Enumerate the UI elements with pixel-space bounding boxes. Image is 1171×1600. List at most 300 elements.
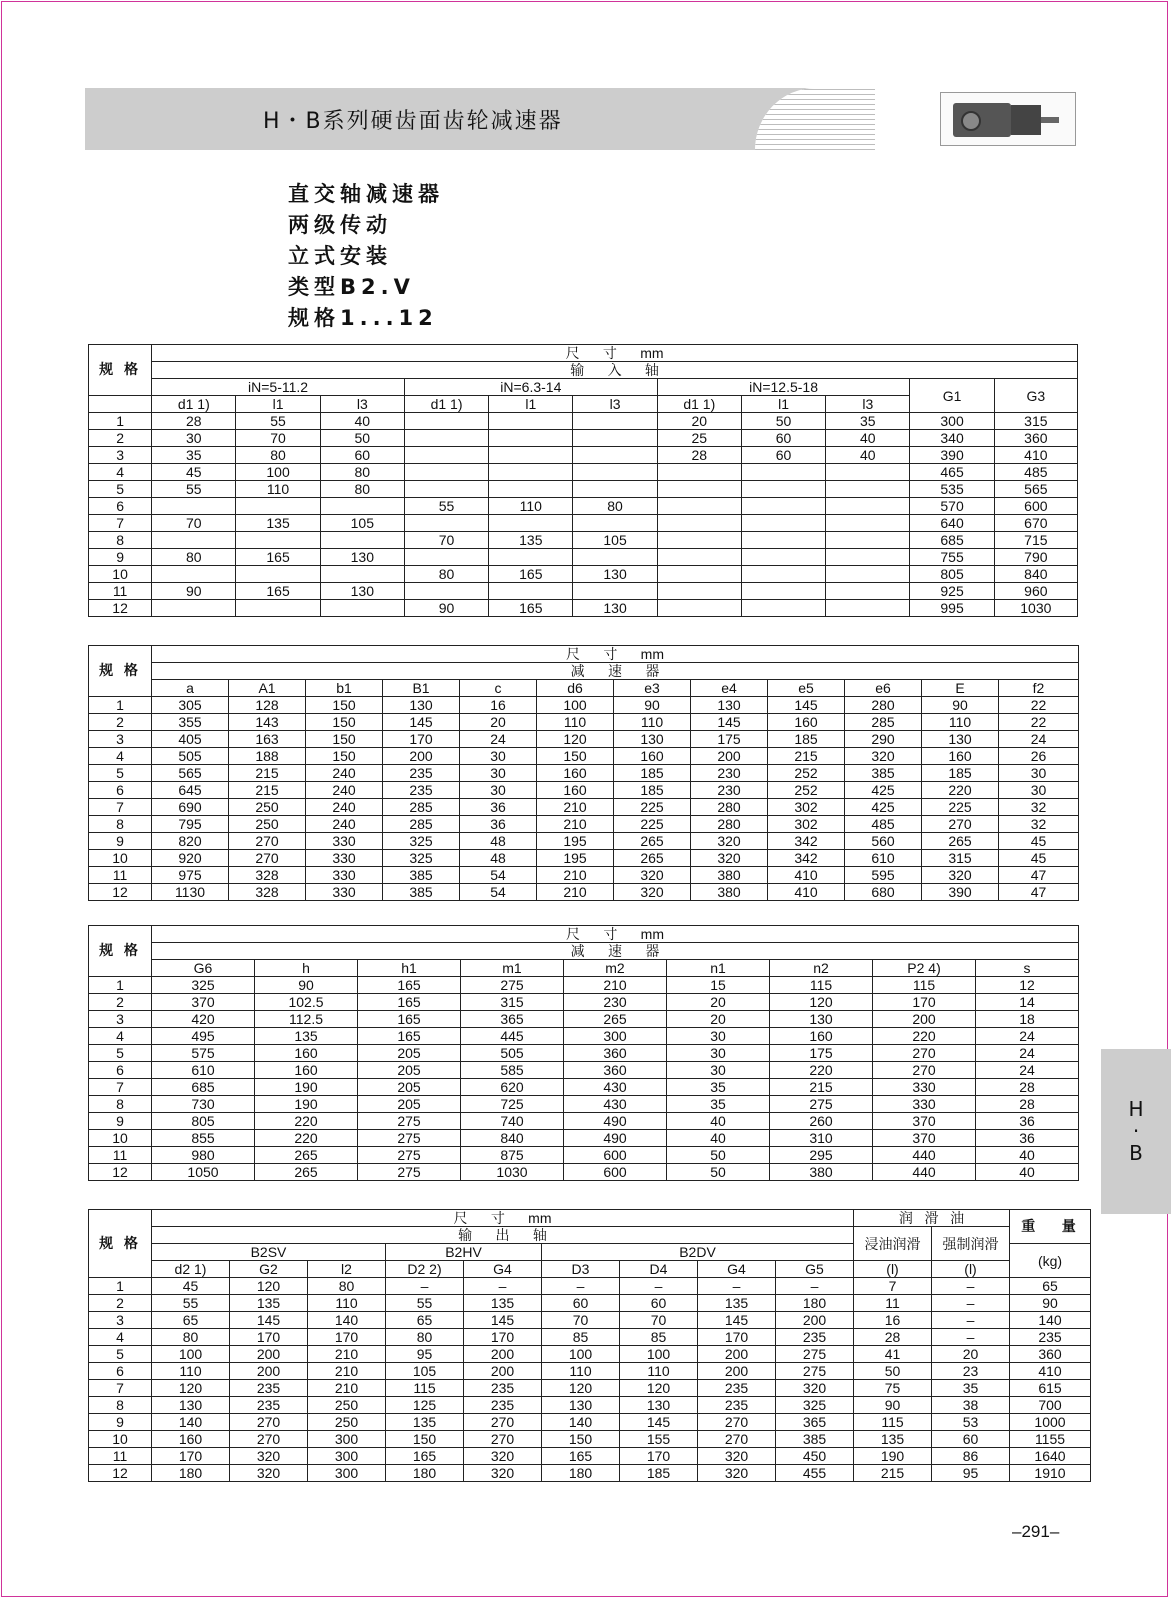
table-cell: 365 <box>776 1414 854 1431</box>
table-cell: 270 <box>230 1431 308 1448</box>
table-cell: 145 <box>230 1312 308 1329</box>
table-cell: 120 <box>152 1380 230 1397</box>
table-cell: 48 <box>460 850 537 867</box>
table-cell: 24 <box>976 1028 1079 1045</box>
table-cell <box>826 464 910 481</box>
table-cell <box>826 549 910 566</box>
table-cell: 585 <box>461 1062 564 1079</box>
size-cell: 11 <box>89 1147 152 1164</box>
table-cell: 240 <box>306 816 383 833</box>
table-cell <box>657 498 741 515</box>
table-cell: 185 <box>768 731 845 748</box>
table-cell <box>741 498 825 515</box>
table-cell: 215 <box>770 1079 873 1096</box>
table-cell: 165 <box>489 600 573 617</box>
table-row <box>89 549 1078 566</box>
dimension-header: 尺 寸 mm <box>152 345 1078 362</box>
table-cell <box>826 481 910 498</box>
table-cell: 385 <box>383 867 460 884</box>
table-cell: 370 <box>152 994 255 1011</box>
table-cell: 130 <box>922 731 999 748</box>
side-tab-letter: B <box>1129 1141 1143 1165</box>
table-cell <box>657 583 741 600</box>
size-cell: 4 <box>89 1028 152 1045</box>
size-cell: 9 <box>89 1414 152 1431</box>
table-cell: 320 <box>464 1448 542 1465</box>
table-cell: 170 <box>620 1448 698 1465</box>
subtitle-line: 两级传动 <box>288 213 392 237</box>
table-row <box>89 1329 1091 1346</box>
table-cell: 170 <box>152 1448 230 1465</box>
table-row <box>89 994 1079 1011</box>
table-cell: 20 <box>932 1346 1010 1363</box>
table-cell: 280 <box>845 697 922 714</box>
table-cell: 160 <box>255 1045 358 1062</box>
table-cell: 275 <box>358 1164 461 1181</box>
table-cell: 32 <box>999 799 1079 816</box>
table-cell: 140 <box>1010 1312 1091 1329</box>
table-cell: 215 <box>768 748 845 765</box>
table-cell: 340 <box>910 430 994 447</box>
table-cell: 30 <box>667 1062 770 1079</box>
table-cell: 115 <box>770 977 873 994</box>
oil-unit: (l) <box>854 1261 932 1278</box>
table-cell: 150 <box>306 731 383 748</box>
table-cell: 300 <box>308 1431 386 1448</box>
table-cell: 165 <box>358 977 461 994</box>
table-cell: 90 <box>854 1397 932 1414</box>
table-cell: 70 <box>620 1312 698 1329</box>
column-header: d1 1) <box>404 396 488 413</box>
table-cell <box>573 481 657 498</box>
table-cell: 45 <box>152 464 236 481</box>
table-cell: 185 <box>620 1465 698 1482</box>
table-cell: 320 <box>230 1448 308 1465</box>
table-cell: 190 <box>255 1096 358 1113</box>
table-cell: 285 <box>383 799 460 816</box>
table-cell: 445 <box>461 1028 564 1045</box>
table-cell: 40 <box>826 447 910 464</box>
table-cell: 22 <box>999 697 1079 714</box>
table-cell: 342 <box>768 833 845 850</box>
size-cell: 9 <box>89 833 152 850</box>
lubricating-oil-header: 润 滑 油 <box>854 1210 1010 1227</box>
table-cell: 145 <box>691 714 768 731</box>
table-cell: 565 <box>994 481 1077 498</box>
table-cell: 140 <box>542 1414 620 1431</box>
table-cell: 410 <box>768 884 845 901</box>
table-cell: 1130 <box>152 884 229 901</box>
table-cell: 40 <box>667 1130 770 1147</box>
table-cell: 25 <box>657 430 741 447</box>
column-header: e5 <box>768 680 845 697</box>
table-cell: 260 <box>770 1113 873 1130</box>
table-cell: 270 <box>229 833 306 850</box>
table-cell: 130 <box>770 1011 873 1028</box>
table-row <box>89 1096 1079 1113</box>
table-cell: 30 <box>152 430 236 447</box>
table-cell: 145 <box>768 697 845 714</box>
table-cell: 200 <box>230 1363 308 1380</box>
table-cell <box>826 498 910 515</box>
table-row <box>89 1028 1079 1045</box>
table-cell <box>741 566 825 583</box>
size-header: 规 格 <box>89 926 152 977</box>
table-cell: 840 <box>994 566 1077 583</box>
table-cell: 315 <box>461 994 564 1011</box>
table-cell: 35 <box>152 447 236 464</box>
table-cell: 30 <box>999 782 1079 799</box>
group-header: B2HV <box>386 1244 542 1261</box>
column-header: e6 <box>845 680 922 697</box>
table-cell: 420 <box>152 1011 255 1028</box>
table-row <box>89 1465 1091 1482</box>
table-cell: 360 <box>994 430 1077 447</box>
table-row <box>89 1312 1091 1329</box>
group-header: B2SV <box>152 1244 386 1261</box>
input-shaft-header: 输 入 轴 <box>152 362 1078 379</box>
table-cell: 55 <box>404 498 488 515</box>
table-cell: – <box>620 1278 698 1295</box>
table-cell: 805 <box>910 566 994 583</box>
table-row <box>89 1346 1091 1363</box>
table-cell: 135 <box>386 1414 464 1431</box>
table-cell: 150 <box>537 748 614 765</box>
table-cell: 165 <box>386 1448 464 1465</box>
output-shaft-table <box>88 1209 1091 1482</box>
table-cell: 100 <box>542 1346 620 1363</box>
table-cell: 275 <box>461 977 564 994</box>
column-header: l3 <box>573 396 657 413</box>
table-cell: 270 <box>464 1414 542 1431</box>
table-cell: 320 <box>776 1380 854 1397</box>
table-cell: 20 <box>667 1011 770 1028</box>
table-cell: 250 <box>229 816 306 833</box>
table-cell: 65 <box>386 1312 464 1329</box>
table-cell <box>152 498 236 515</box>
table-cell <box>573 549 657 566</box>
table-cell: 110 <box>542 1363 620 1380</box>
table-row <box>89 748 1079 765</box>
size-cell: 9 <box>89 549 152 566</box>
table-cell: 385 <box>383 884 460 901</box>
table-cell: 38 <box>932 1397 1010 1414</box>
table-cell <box>573 464 657 481</box>
table-cell: 725 <box>461 1096 564 1113</box>
table-cell: 205 <box>358 1079 461 1096</box>
column-header: l1 <box>489 396 573 413</box>
table-cell: 90 <box>922 697 999 714</box>
table-cell: 110 <box>537 714 614 731</box>
table-cell: 210 <box>537 816 614 833</box>
table-cell: 14 <box>976 994 1079 1011</box>
table-cell: 390 <box>910 447 994 464</box>
table-cell <box>489 464 573 481</box>
table-cell: 23 <box>932 1363 1010 1380</box>
column-header: D3 <box>542 1261 620 1278</box>
table-cell: 320 <box>698 1465 776 1482</box>
table-cell: 995 <box>910 600 994 617</box>
table-cell: 90 <box>1010 1295 1091 1312</box>
table-cell: 200 <box>230 1346 308 1363</box>
table-row <box>89 1397 1091 1414</box>
table-cell: 175 <box>691 731 768 748</box>
table-cell: 285 <box>845 714 922 731</box>
table-cell: 160 <box>152 1431 230 1448</box>
table-cell <box>489 413 573 430</box>
table-cell: 235 <box>698 1380 776 1397</box>
table-cell: 120 <box>770 994 873 1011</box>
table-cell: 190 <box>255 1079 358 1096</box>
oil-unit: (l) <box>932 1261 1010 1278</box>
table-cell: 195 <box>537 850 614 867</box>
table-cell: 252 <box>768 765 845 782</box>
table-cell: 36 <box>976 1113 1079 1130</box>
table-cell: 325 <box>776 1397 854 1414</box>
column-header: D2 2) <box>386 1261 464 1278</box>
size-cell: 4 <box>89 748 152 765</box>
size-cell: 7 <box>89 1079 152 1096</box>
table-cell: 925 <box>910 583 994 600</box>
table-cell: 425 <box>845 799 922 816</box>
table-cell: 320 <box>230 1465 308 1482</box>
table-cell: 505 <box>152 748 229 765</box>
table-cell: 100 <box>620 1346 698 1363</box>
page-number: –291– <box>1012 1522 1060 1541</box>
table-cell: 24 <box>999 731 1079 748</box>
table-cell <box>236 532 320 549</box>
table-cell: 250 <box>308 1414 386 1431</box>
table-cell: 195 <box>537 833 614 850</box>
table-cell: 360 <box>1010 1346 1091 1363</box>
table-cell: 47 <box>999 867 1079 884</box>
table-cell: 145 <box>620 1414 698 1431</box>
table-cell: 90 <box>152 583 236 600</box>
table-cell: 55 <box>236 413 320 430</box>
table-cell: 22 <box>999 714 1079 731</box>
table-cell <box>573 515 657 532</box>
table-cell: 180 <box>542 1465 620 1482</box>
table-cell: 875 <box>461 1147 564 1164</box>
table-cell: 85 <box>620 1329 698 1346</box>
size-cell: 2 <box>89 430 152 447</box>
table-cell: 740 <box>461 1113 564 1130</box>
table-cell: 1000 <box>1010 1414 1091 1431</box>
column-header: n2 <box>770 960 873 977</box>
column-header: f2 <box>999 680 1079 697</box>
table-cell: 140 <box>308 1312 386 1329</box>
side-tab-letter: H <box>1128 1097 1144 1121</box>
table-cell: 200 <box>698 1363 776 1380</box>
table-cell: 305 <box>152 697 229 714</box>
table-cell <box>741 515 825 532</box>
table-cell: 360 <box>564 1045 667 1062</box>
table-cell: 210 <box>564 977 667 994</box>
column-header: d1 1) <box>657 396 741 413</box>
column-header: l3 <box>320 396 404 413</box>
table-cell: 595 <box>845 867 922 884</box>
table-row <box>89 566 1078 583</box>
size-cell: 1 <box>89 413 152 430</box>
table-cell: 342 <box>768 850 845 867</box>
table-cell <box>826 566 910 583</box>
column-header: e4 <box>691 680 768 697</box>
table-cell: 270 <box>873 1045 976 1062</box>
table-cell: 215 <box>854 1465 932 1482</box>
table-cell: 200 <box>873 1011 976 1028</box>
table-cell: 270 <box>230 1414 308 1431</box>
table-cell: 24 <box>976 1062 1079 1079</box>
table-cell <box>489 515 573 532</box>
table-cell <box>741 464 825 481</box>
table-cell: 80 <box>404 566 488 583</box>
table-row <box>89 1164 1079 1181</box>
table-row <box>89 714 1079 731</box>
table-cell: 115 <box>873 977 976 994</box>
table-cell: 165 <box>236 583 320 600</box>
table-row <box>89 600 1078 617</box>
table-cell: 200 <box>464 1363 542 1380</box>
table-cell: 35 <box>667 1096 770 1113</box>
table-cell: 135 <box>698 1295 776 1312</box>
table-cell: 28 <box>152 413 236 430</box>
table-cell: 135 <box>489 532 573 549</box>
table-cell: 24 <box>976 1045 1079 1062</box>
table-cell: 170 <box>383 731 460 748</box>
table-cell <box>404 447 488 464</box>
table-cell: 47 <box>999 884 1079 901</box>
table-cell: 110 <box>620 1363 698 1380</box>
table-cell: 270 <box>698 1414 776 1431</box>
table-cell: 70 <box>236 430 320 447</box>
column-header: A1 <box>229 680 306 697</box>
input-shaft-table <box>88 344 1078 617</box>
table-cell: 85 <box>542 1329 620 1346</box>
ratio-range-header: iN=12.5-18 <box>657 379 910 396</box>
table-cell: 265 <box>255 1164 358 1181</box>
column-header: b1 <box>306 680 383 697</box>
table-cell: 225 <box>614 799 691 816</box>
table-cell: – <box>386 1278 464 1295</box>
table-cell: 490 <box>564 1130 667 1147</box>
table-cell: 670 <box>994 515 1077 532</box>
size-cell: 11 <box>89 1448 152 1465</box>
subtitle-line: 立式安装 <box>288 244 392 268</box>
table-cell: 425 <box>845 782 922 799</box>
table-cell: 755 <box>910 549 994 566</box>
table-cell: 80 <box>573 498 657 515</box>
size-cell: 8 <box>89 1096 152 1113</box>
column-header: P2 4) <box>873 960 976 977</box>
table-cell: 190 <box>854 1448 932 1465</box>
table-cell: 310 <box>770 1130 873 1147</box>
column-header: d2 1) <box>152 1261 230 1278</box>
table-cell: 210 <box>537 799 614 816</box>
table-cell: 315 <box>922 850 999 867</box>
table-cell: 1030 <box>461 1164 564 1181</box>
column-header: n1 <box>667 960 770 977</box>
size-cell: 4 <box>89 464 152 481</box>
table-row <box>89 1295 1091 1312</box>
ratio-range-header: iN=5-11.2 <box>152 379 405 396</box>
table-cell: 28 <box>854 1329 932 1346</box>
reducer-thumbnail-image <box>940 92 1076 146</box>
table-cell: 170 <box>464 1329 542 1346</box>
table-cell: 205 <box>358 1045 461 1062</box>
table-cell: 50 <box>741 413 825 430</box>
dimension-header: 尺 寸 mm <box>152 646 1079 663</box>
table-cell: 60 <box>741 447 825 464</box>
table-cell: 135 <box>236 515 320 532</box>
table-cell: 80 <box>152 1329 230 1346</box>
table-cell: 65 <box>1010 1278 1091 1295</box>
table-cell: 330 <box>873 1079 976 1096</box>
table-cell <box>657 515 741 532</box>
table-cell: 30 <box>460 765 537 782</box>
table-cell: 160 <box>537 765 614 782</box>
table-cell: 855 <box>152 1130 255 1147</box>
table-cell: 80 <box>236 447 320 464</box>
table-cell: 60 <box>620 1295 698 1312</box>
column-header: l1 <box>236 396 320 413</box>
table-cell: 210 <box>537 867 614 884</box>
table-cell <box>826 583 910 600</box>
column-header: G2 <box>230 1261 308 1278</box>
column-header: a <box>152 680 229 697</box>
table-cell: 30 <box>460 782 537 799</box>
table-row <box>89 1448 1091 1465</box>
table-cell: 600 <box>994 498 1077 515</box>
table-cell: 275 <box>358 1147 461 1164</box>
size-cell: 10 <box>89 566 152 583</box>
table-cell: 20 <box>667 994 770 1011</box>
table-cell: 645 <box>152 782 229 799</box>
column-header: e3 <box>614 680 691 697</box>
table-cell: 505 <box>461 1045 564 1062</box>
table-cell: 150 <box>306 714 383 731</box>
table-cell: 11 <box>854 1295 932 1312</box>
table-cell: 200 <box>776 1312 854 1329</box>
table-cell: 328 <box>229 884 306 901</box>
table-cell: 685 <box>910 532 994 549</box>
table-cell: 28 <box>657 447 741 464</box>
table-cell: 80 <box>386 1329 464 1346</box>
size-cell: 6 <box>89 1062 152 1079</box>
table-cell: 110 <box>308 1295 386 1312</box>
table-row <box>89 1079 1079 1096</box>
table-cell: 410 <box>994 447 1077 464</box>
table-cell: 270 <box>873 1062 976 1079</box>
column-header: G4 <box>698 1261 776 1278</box>
table-cell: 20 <box>657 413 741 430</box>
table-cell: 35 <box>932 1380 1010 1397</box>
size-cell: 9 <box>89 1113 152 1130</box>
section-side-tab <box>1101 1049 1171 1214</box>
table-cell: 50 <box>667 1147 770 1164</box>
table-cell: 55 <box>386 1295 464 1312</box>
column-header: c <box>460 680 537 697</box>
table-row <box>89 850 1079 867</box>
forced-lubrication-header: 强制润滑 <box>932 1227 1010 1261</box>
table-cell: 130 <box>691 697 768 714</box>
dimension-header: 尺 寸 mm <box>152 926 1079 943</box>
table-cell: 165 <box>358 1011 461 1028</box>
table-cell: 1910 <box>1010 1465 1091 1482</box>
table-cell: 30 <box>667 1045 770 1062</box>
table-cell: 225 <box>614 816 691 833</box>
size-cell: 7 <box>89 799 152 816</box>
table-cell: 235 <box>230 1397 308 1414</box>
